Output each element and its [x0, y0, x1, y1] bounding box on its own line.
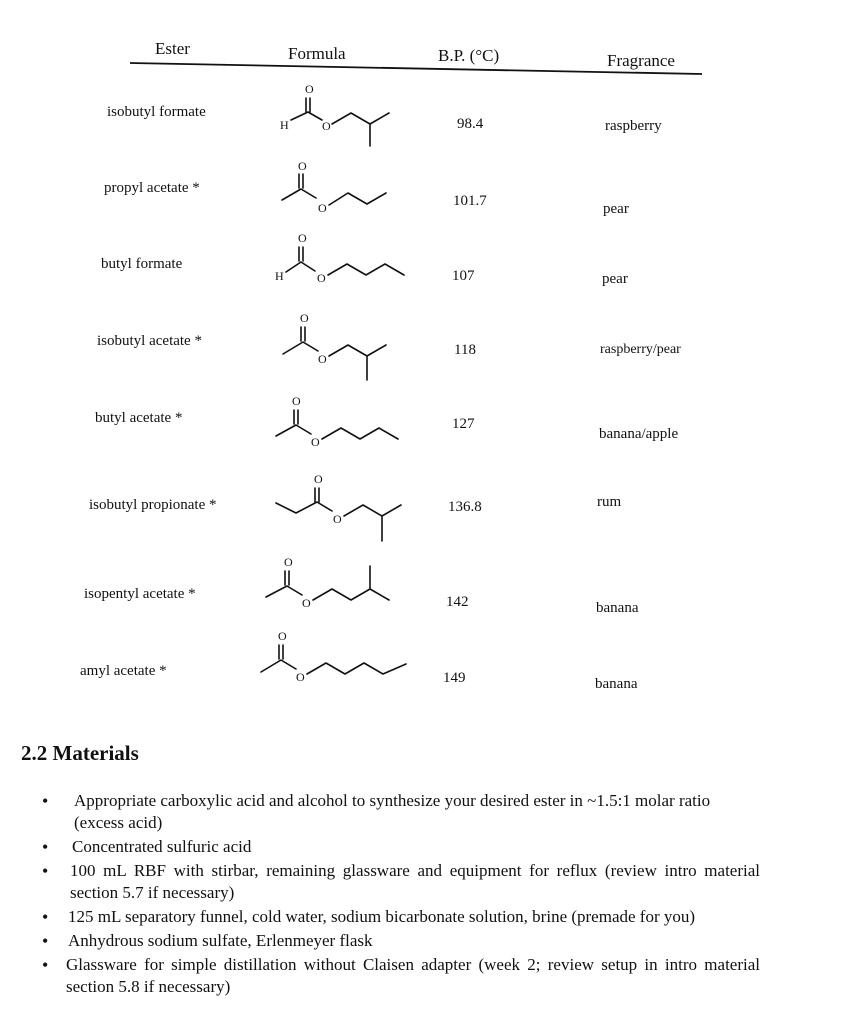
atom-label: O — [278, 629, 287, 643]
atom-label: O — [318, 352, 327, 366]
fragrance-value: rum — [597, 494, 622, 510]
atom-label: O — [284, 555, 293, 569]
list-item-text: Anhydrous sodium sulfate, Erlenmeyer flask — [68, 931, 373, 950]
bp-value: 127 — [452, 416, 475, 432]
atom-label: O — [322, 119, 331, 133]
fragrance-value: pear — [602, 271, 628, 287]
ester-name: butyl acetate * — [95, 410, 183, 426]
fragrance-value: banana — [596, 600, 639, 616]
isopentyl-acetate-structure-icon — [262, 556, 402, 616]
atom-label: O — [317, 271, 326, 285]
bp-value: 101.7 — [453, 193, 487, 209]
amyl-acetate-structure-icon — [258, 630, 418, 690]
bullet: • — [42, 861, 49, 881]
bp-value: 136.8 — [448, 499, 482, 515]
isobutyl-acetate-structure-icon — [274, 312, 404, 387]
atom-label: H — [275, 269, 284, 283]
atom-label: O — [298, 231, 307, 245]
bp-value: 107 — [452, 268, 475, 284]
list-item-text: 100 mL RBF with stirbar, remaining glassware and equipment for reflux (review intro material section 5.7 if necessary) — [70, 861, 760, 902]
propyl-acetate-structure-icon — [276, 160, 406, 220]
ester-name: propyl acetate * — [104, 180, 200, 196]
fragrance-value: raspberry/pear — [600, 342, 681, 357]
isobutyl-formate-structure-icon — [276, 84, 406, 154]
bp-value: 118 — [454, 342, 476, 358]
list-item — [40, 906, 760, 928]
atom-label: O — [318, 201, 327, 215]
bullet: • — [42, 931, 49, 951]
list-item — [40, 930, 760, 952]
ester-name: amyl acetate * — [80, 663, 167, 679]
materials-list — [40, 790, 760, 1000]
atom-label: O — [311, 435, 320, 449]
ester-name: isobutyl propionate * — [89, 497, 217, 513]
fragrance-value: banana/apple — [599, 426, 679, 442]
butyl-acetate-structure-icon — [270, 396, 420, 451]
bullet: • — [42, 955, 49, 975]
section-title: 2.2 Materials — [21, 741, 139, 765]
atom-label: O — [296, 670, 305, 684]
bullet: • — [42, 791, 49, 811]
list-item — [40, 790, 760, 834]
atom-label: H — [280, 118, 289, 132]
atom-label: O — [302, 596, 311, 610]
ester-name: isopentyl acetate * — [84, 586, 196, 602]
list-item-text: 125 mL separatory funnel, cold water, sodium bicarbonate solution, brine (premade for you) — [68, 907, 696, 926]
fragrance-value: pear — [603, 201, 629, 217]
bp-value: 142 — [446, 594, 469, 610]
bullet: • — [42, 837, 49, 857]
bullet: • — [42, 907, 49, 927]
butyl-formate-structure-icon — [272, 232, 422, 292]
ester-name: isobutyl formate — [107, 104, 206, 120]
atom-label: O — [333, 512, 342, 526]
ester-name: butyl formate — [101, 256, 183, 272]
isobutyl-propionate-structure-icon — [272, 473, 412, 548]
list-item — [40, 954, 760, 998]
bp-value: 149 — [443, 670, 466, 686]
fragrance-value: banana — [595, 676, 638, 692]
list-item-text: Concentrated sulfuric acid — [72, 837, 252, 856]
header-formula: Formula — [288, 44, 346, 63]
list-item — [40, 836, 760, 858]
header-bp: B.P. (°C) — [438, 46, 500, 65]
fragrance-value: raspberry — [605, 118, 662, 134]
bp-value: 98.4 — [457, 116, 484, 132]
atom-label: O — [305, 82, 314, 96]
list-item-text: Appropriate carboxylic acid and alcohol to synthesize your desired ester in ~1.5:1 molar ratio (excess acid) — [74, 791, 711, 832]
header-rule — [0, 0, 863, 90]
header-ester: Ester — [155, 39, 190, 58]
atom-label: O — [314, 472, 323, 486]
header-fragrance: Fragrance — [607, 51, 675, 70]
atom-label: O — [300, 311, 309, 325]
atom-label: O — [298, 159, 307, 173]
list-item-text: Glassware for simple distillation without Claisen adapter (week 2; review setup in intro material section 5.8 if necessary) — [66, 955, 760, 996]
atom-label: O — [292, 394, 301, 408]
ester-name: isobutyl acetate * — [97, 333, 202, 349]
list-item — [40, 860, 760, 904]
